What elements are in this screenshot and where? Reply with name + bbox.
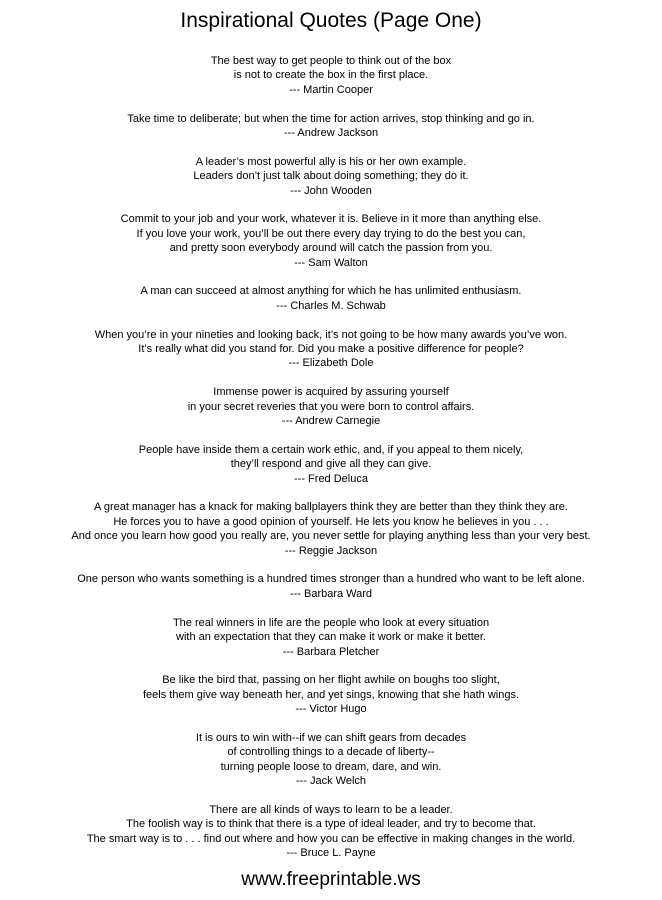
quote-text-line: A leader’s most powerful ally is his or her own example. (195, 155, 467, 168)
quote-text-line: A great manager has a knack for making ballplayers think they are better than they think they are. (94, 501, 568, 514)
quote-author: --- Victor Hugo (295, 703, 367, 716)
quote-text-line: Commit to your job and your work, whatever it is. Believe in it more than anything else. (120, 213, 542, 226)
quote-text-line: they’ll respond and give all they can give. (230, 458, 432, 471)
quote-author: --- Elizabeth Dole (288, 357, 374, 370)
quote-author: --- Jack Welch (295, 775, 367, 788)
quote-block (0, 803, 662, 861)
quote-text-line: It is ours to win with--if we can shift gears from decades (195, 731, 467, 744)
website-url: www.freeprintable.ws (241, 869, 421, 890)
quote-text-line: in your secret reveries that you were born to control affairs. (187, 400, 475, 413)
quote-text-line: Immense power is acquired by assuring yourself (213, 386, 449, 399)
page-title: Inspirational Quotes (Page One) (180, 9, 482, 32)
quote-list (0, 54, 662, 875)
quote-author: --- Reggie Jackson (284, 544, 378, 557)
quote-text-line: When you’re in your nineties and looking back, it’s not going to be how many awards you’ve won. (94, 328, 568, 341)
quote-author: --- Martin Cooper (289, 83, 373, 96)
quote-text-line: Take time to deliberate; but when the time for action arrives, stop thinking and go in. (127, 112, 535, 125)
quote-text-line: People have inside them a certain work ethic, and, if you appeal to them nicely, (138, 443, 524, 456)
quote-text-line: and pretty soon everybody around will catch the passion from you. (169, 242, 493, 255)
quote-text-line: One person who wants something is a hundred times stronger than a hundred who want to be left alone. (77, 573, 585, 586)
quote-block (0, 328, 662, 371)
quote-block (0, 284, 662, 313)
quote-block (0, 673, 662, 716)
quote-block (0, 112, 662, 141)
quote-author: --- Charles M. Schwab (276, 299, 386, 312)
quote-author: --- Andrew Jackson (283, 127, 379, 140)
quote-block (0, 155, 662, 198)
quote-text-line: It’s really what did you stand for. Did you make a positive difference for people? (138, 343, 524, 356)
quote-text-line: If you love your work, you’ll be out there every day trying to do the best you can, (136, 227, 526, 240)
quote-author: --- Bruce L. Payne (286, 847, 376, 860)
quote-text-line: Leaders don’t just talk about doing something; they do it. (193, 170, 469, 183)
quote-text-line: turning people loose to dream, dare, and win. (220, 760, 442, 773)
quote-text-line: The foolish way is to think that there is a type of ideal leader, and try to become that. (126, 818, 536, 831)
quote-author: --- Andrew Carnegie (281, 415, 381, 428)
quote-block (0, 212, 662, 270)
quote-block (0, 616, 662, 659)
quote-author: --- Barbara Ward (289, 587, 373, 600)
quote-author: --- Sam Walton (294, 256, 368, 269)
quote-text-line: Be like the bird that, passing on her flight awhile on boughs too slight, (162, 674, 500, 687)
quote-text-line: The real winners in life are the people who look at every situation (172, 616, 490, 629)
quote-text-line: He forces you to have a good opinion of yourself. He lets you know he believes in you . . . (113, 515, 549, 528)
quote-text-line: of controlling things to a decade of liberty-- (227, 746, 435, 759)
quote-block (0, 443, 662, 486)
quote-author: --- Barbara Pletcher (282, 645, 380, 658)
quote-text-line: is not to create the box in the first place. (233, 69, 429, 82)
quote-block (0, 731, 662, 789)
quote-text-line: There are all kinds of ways to learn to be a leader. (209, 803, 453, 816)
quote-text-line: feels them give way beneath her, and yet sings, knowing that she hath wings. (142, 688, 520, 701)
quote-text-line: A man can succeed at almost anything for which he has unlimited enthusiasm. (140, 285, 522, 298)
quote-block (0, 385, 662, 428)
quote-text-line: The best way to get people to think out of the box (210, 55, 452, 67)
quote-author: --- Fred Deluca (294, 472, 368, 485)
quote-block (0, 500, 662, 558)
quote-text-line: with an expectation that they can make it work or make it better. (176, 631, 486, 644)
quote-text-line: The smart way is to . . . find out where and how you can be effective in making changes in the world. (86, 832, 576, 845)
quote-block (0, 572, 662, 601)
quote-block (0, 54, 662, 97)
quote-text-line: And once you learn how good you really are, you never settle for playing anything less than your very best. (71, 530, 591, 543)
quote-author: --- John Wooden (290, 184, 372, 197)
